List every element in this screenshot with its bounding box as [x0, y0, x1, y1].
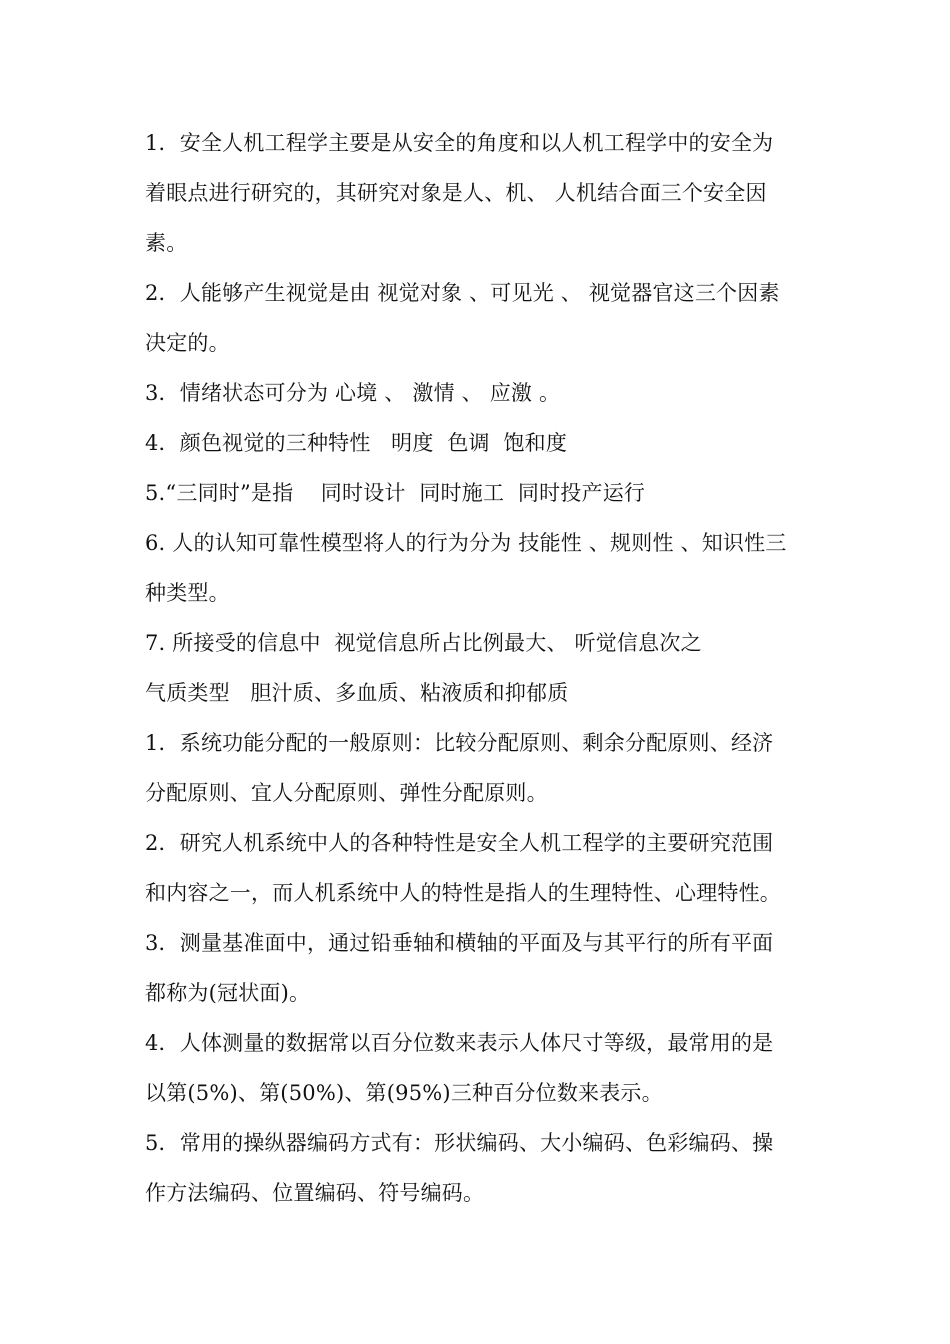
text-line-q6-part1: 6. 人的认知可靠性模型将人的行为分为 技能性 、规则性 、知识性三: [145, 531, 787, 555]
text-line-q5: 5.“三同时”是指 同时设计 同时施工 同时投产运行: [145, 481, 646, 505]
text-line-q1-part3: 素。: [145, 231, 188, 255]
text-line-s2-q4-part2: 以第(5%)、第(50%)、第(95%)三种百分位数来表示。: [145, 1081, 663, 1105]
text-line-q2-part1: 2．人能够产生视觉是由 视觉对象 、可见光 、 视觉器官这三个因素: [145, 281, 780, 305]
text-line-q1-part2: 着眼点进行研究的，其研究对象是人、机、 人机结合面三个安全因: [145, 181, 767, 205]
text-line-s2-q4-part1: 4．人体测量的数据常以百分位数来表示人体尺寸等级，最常用的是: [145, 1031, 774, 1055]
text-line-s2-q1-part1: 1．系统功能分配的一般原则：比较分配原则、剩余分配原则、经济: [145, 731, 774, 755]
text-line-s2-q2-part1: 2．研究人机系统中人的各种特性是安全人机工程学的主要研究范围: [145, 831, 774, 855]
text-line-s2-q3-part2: 都称为(冠状面)。: [145, 981, 311, 1005]
text-line-q1-part1: 1．安全人机工程学主要是从安全的角度和以人机工程学中的安全为: [145, 131, 774, 155]
text-line-s2-q1-part2: 分配原则、宜人分配原则、弹性分配原则。: [145, 781, 548, 805]
text-line-q3: 3．情绪状态可分为 心境 、 激情 、 应激 。: [145, 381, 561, 405]
text-line-s2-q2-part2: 和内容之一，而人机系统中人的特性是指人的生理特性、心理特性。: [145, 881, 781, 905]
text-line-q4: 4．颜色视觉的三种特性 明度 色调 饱和度: [145, 431, 568, 455]
text-line-temperament: 气质类型 胆汁质、多血质、粘液质和抑郁质: [145, 681, 569, 705]
document-body: [145, 118, 815, 1218]
text-line-q6-part2: 种类型。: [145, 581, 230, 605]
text-line-s2-q3-part1: 3．测量基准面中，通过铅垂轴和横轴的平面及与其平行的所有平面: [145, 931, 774, 955]
text-line-s2-q5-part2: 作方法编码、位置编码、符号编码。: [145, 1181, 485, 1205]
text-line-q7: 7. 所接受的信息中 视觉信息所占比例最大、 听觉信息次之: [145, 631, 702, 655]
text-line-s2-q5-part1: 5．常用的操纵器编码方式有：形状编码、大小编码、色彩编码、操: [145, 1131, 774, 1155]
text-line-q2-part2: 决定的。: [145, 331, 230, 355]
